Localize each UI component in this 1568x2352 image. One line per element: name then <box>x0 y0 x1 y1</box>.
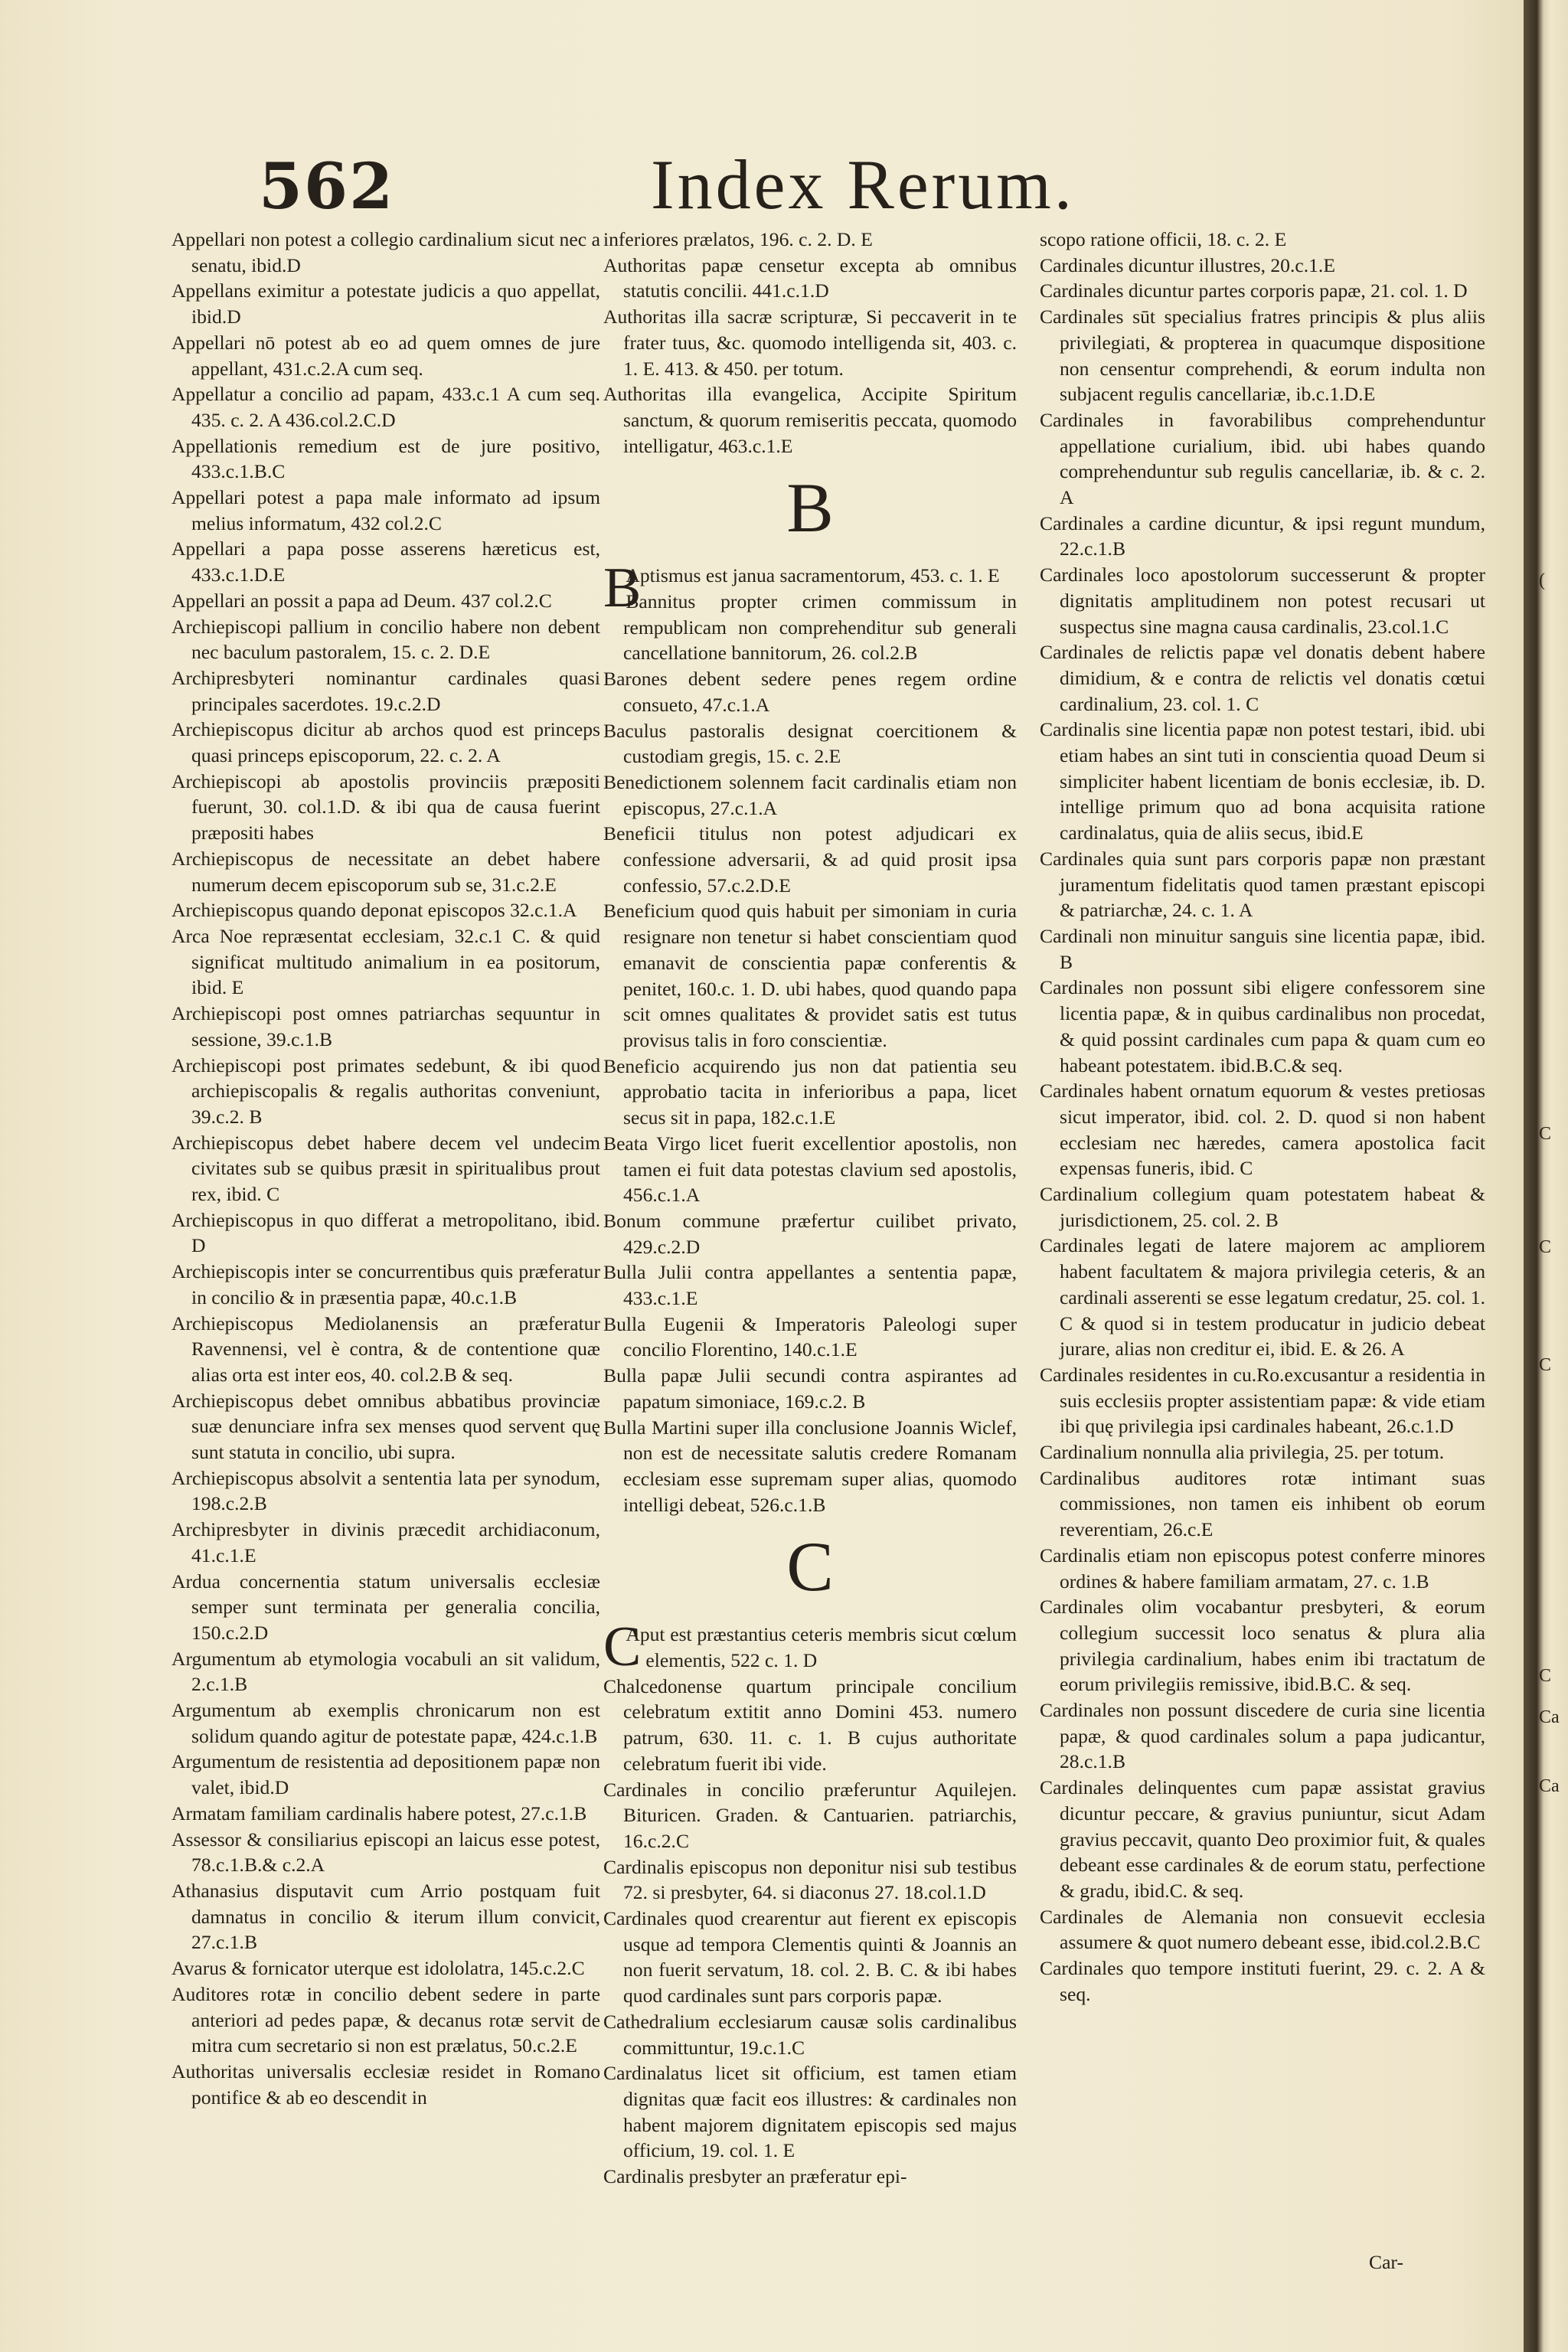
index-entry: Cardinales quod crearentur aut fierent ex episcopis usque ad tempora Clementis quinti & Joannis an non fuerit servatum, 18. col. 2. B. C. & ibi habes quod cardinales sunt pars corporis papæ. <box>603 1907 1017 2007</box>
index-entry: Archiepiscopus debet habere decem vel undecim civitates sub se quibus præsit in spiritualibus prout rex, ibid. C <box>172 1131 600 1206</box>
index-entry: Appellari a papa posse asserens hæreticus est, 433.c.1.D.E <box>172 537 600 586</box>
index-entry: Beneficio acquirendo jus non dat patientia seu approbatio tacita in inferioribus a papa, licet secus sit in papa, 182.c.1.E <box>603 1054 1017 1129</box>
index-entry: Authoritas papæ censetur excepta ab omnibus statutis concilii. 441.c.1.D <box>603 253 1017 302</box>
index-entry: Archiepiscopis inter se concurrentibus quis præferatur in concilio & in præsentia papæ, 40.c.1.B <box>172 1260 600 1308</box>
index-entry: Cardinalis sine licentia papæ non potest testari, ibid. ubi etiam habes an sint tuti in conscientia quoad Deum si simpliciter habent licentiam de bonis ecclesiæ, ib. D. intellige primum quo ad bona acquisita ratione cardinalatus, quia de aliis secus, ibid.E <box>1040 718 1485 844</box>
index-entry: Cardinales in favorabilibus comprehenduntur appellatione curialium, ibid. ubi habes quando comprehenduntur sub regulis cancellariæ, ib. & c. 2. A <box>1040 408 1485 509</box>
index-entry: Beata Virgo licet fuerit excellentior apostolis, non tamen ei fuit data potestas clavium sed apostolis, 456.c.1.A <box>603 1132 1017 1207</box>
index-entry: Archiepiscopi ab apostolis provinciis præpositi fuerunt, 30. col.1.D. & ibi qua de causa fuerint præpositi habes <box>172 769 600 844</box>
index-entry: Cardinales habent ornatum equorum & vestes pretiosas sicut imperator, ibid. col. 2. D. quod si non habent ecclesiam nec hæredes, camera apostolica facit expensas funeris, ibid. C <box>1040 1080 1485 1180</box>
index-entry: Appellans eximitur a potestate judicis a quo appellat, ibid.D <box>172 279 600 328</box>
index-entry: Archipresbyter in divinis præcedit archidiaconum, 41.c.1.E <box>172 1518 600 1566</box>
section-letter-b: B <box>786 469 834 547</box>
index-entry: Chalcedonense quartum principale concilium celebratum extitit anno Domini 453. numero patrum, 630. 11. c. 1. B cujus authoritate celebratum fuerit ibi vide. <box>603 1674 1017 1775</box>
index-entry: Appellari nō potest ab eo ad quem omnes de jure appellant, 431.c.2.A cum seq. <box>172 331 600 380</box>
index-entry: Cardinales loco apostolorum successerunt & propter dignitatis amplitudinem non potest recusari ut suspectus sine magna causa cardinalis, 23.col.1.C <box>1040 564 1485 638</box>
index-entry: Beneficii titulus non potest adjudicari ex confessione adversarii, & ad quid prosit ipsa confessio, 57.c.2.D.E <box>603 822 1017 897</box>
section-b-entries <box>603 557 1017 1517</box>
index-entry: Cardinales legati de latere majorem ac ampliorem habent facultatem & majora privilegia ceteris, & an cardinali asserenti se esse legatum credatur, 25. col. 1. C & quod si in testem producatur in judicio debeat jurare, alias non creditur ei, ibid. E. & 26. A <box>1040 1234 1485 1361</box>
index-entry: Argumentum ab etymologia vocabuli an sit validum, 2.c.1.B <box>172 1647 600 1696</box>
edge-fragment: C <box>1539 1355 1552 1375</box>
index-entry: Appellatur a concilio ad papam, 433.c.1 A cum seq. 435. c. 2. A 436.col.2.C.D <box>172 383 600 431</box>
index-entry: Cardinalium collegium quam potestatem habeat & jurisdictionem, 25. col. 2. B <box>1040 1183 1485 1231</box>
index-entry: scopo ratione officii, 18. c. 2. E <box>1040 228 1287 250</box>
index-entry: Cardinalis presbyter an præferatur epi- <box>603 2165 907 2188</box>
index-entry: Ardua concernentia statum universalis ecclesiæ semper sunt terminata per generalia concilia, 150.c.2.D <box>172 1570 600 1644</box>
index-entry: BAptismus est janua sacramentorum, 453. c. 1. E <box>603 557 1000 620</box>
edge-fragment: C <box>1539 1124 1552 1144</box>
column2-continuation <box>603 227 1017 459</box>
index-entry: Cathedralium ecclesiarum causæ solis cardinalibus committuntur, 19.c.1.C <box>603 2010 1017 2059</box>
index-entry: Cardinales quia sunt pars corporis papæ non præstant juramentum fidelitatis quod tamen præstant episcopi & patriarchæ, 24. c. 1. A <box>1040 847 1485 922</box>
section-letter-c: C <box>786 1527 834 1606</box>
edge-fragment: Ca <box>1539 1776 1560 1796</box>
index-entry: Cardinales non possunt discedere de curia sine licentia papæ, & quod cardinales solum a papa judicantur, 28.c.1.B <box>1040 1699 1485 1773</box>
index-entry: Cardinales quo tempore instituti fuerint, 29. c. 2. A & seq. <box>1040 1957 1485 2005</box>
page-number: 562 <box>259 150 395 224</box>
index-column-3 <box>1040 227 1485 2007</box>
index-entry: Cardinales non possunt sibi eligere confessorem sine licentia papæ, & in quibus cardinalibus non procedat, & quid possint cardinales cum papa & quam cum eo habeant potestatem. ibid.B.C.& seq. <box>1040 976 1485 1076</box>
index-entry: Cardinalibus auditores rotæ intimant suas commissiones, non tamen eis inhibent ob eorum reverentiam, 26.c.E <box>1040 1466 1485 1541</box>
index-entry: Archiepiscopus de necessitate an debet habere numerum decem episcoporum sub se, 31.c.2.E <box>172 847 600 896</box>
index-entry: Authoritas illa evangelica, Accipite Spiritum sanctum, & quorum remiseritis peccata, quomodo intelligatur, 463.c.1.E <box>603 383 1017 457</box>
index-column-1 <box>172 227 600 2110</box>
index-entry: Bulla papæ Julii secundi contra aspirantes ad papatum simoniace, 169.c.2. B <box>603 1364 1017 1413</box>
index-entry: Cardinales residentes in cu.Ro.excusantur a residentia in suis ecclesiis propter assistentiam papæ: & vide etiam ibi quę privilegia ipsi cardinales habeant, 26.c.1.D <box>1040 1363 1485 1438</box>
index-entry: Bulla Eugenii & Imperatoris Paleologi super concilio Florentino, 140.c.1.E <box>603 1312 1017 1361</box>
index-entry: Cardinales olim vocabantur presbyteri, & eorum collegium successit loco senatus & plura alia privilegia cardinalium, habes enim ibi tractatum de eorum privilegiis remissive, ibid.B.C. & seq. <box>1040 1596 1485 1696</box>
index-entry: inferiores prælatos, 196. c. 2. D. E <box>603 228 873 250</box>
edge-fragment: C <box>1539 1237 1552 1257</box>
index-entry: Cardinalatus licet sit officium, est tamen etiam dignitas quæ facit eos illustres: & cardinales non habent majorem dignitatem episcopis sed majus officium, 19. col. 1. E <box>603 2062 1017 2162</box>
index-entry: Appellari an possit a papa ad Deum. 437 col.2.C <box>172 589 552 612</box>
index-entry: Athanasius disputavit cum Arrio postquam fuit damnatus in concilio & iterum illum convicit, 27.c.1.B <box>172 1880 600 1954</box>
index-entry: Archiepiscopus absolvit a sententia lata per synodum, 198.c.2.B <box>172 1466 600 1515</box>
index-entry: Beneficium quod quis habuit per simoniam in curia resignare non tenetur si habet conscientiam quod emanavit de conscientia papæ conferentis & penitet, 160.c. 1. D. ubi habes, quod quando papa scit omnes qualitates & providet satis est tutus provisus talis in foro conscientiæ. <box>603 900 1017 1051</box>
index-column-2 <box>603 227 1017 2190</box>
index-entry: Baculus pastoralis designat coercitionem & custodiam gregis, 15. c. 2.E <box>603 719 1017 768</box>
index-entry: Cardinales dicuntur illustres, 20.c.1.E <box>1040 253 1335 276</box>
index-entry: Avarus & fornicator uterque est idololatra, 145.c.2.C <box>172 1957 585 1980</box>
index-entry: Cardinales a cardine dicuntur, & ipsi regunt mundum, 22.c.1.B <box>1040 511 1485 560</box>
index-entry: Cardinalis etiam non episcopus potest conferre minores ordines & habere familiam armatam, 27. c. 1.B <box>1040 1544 1485 1592</box>
index-entry: Barones debent sedere penes regem ordine consueto, 47.c.1.A <box>603 668 1017 716</box>
index-entry: Authoritas illa sacræ scripturæ, Si peccaverit in te frater tuus, &c. quomodo intelligenda sit, 403. c. 1. E. 413. & 450. per totum. <box>603 305 1017 380</box>
index-entry: Argumentum ab exemplis chronicarum non est solidum quando agitur de potestate papæ, 424.c.1.B <box>172 1699 600 1747</box>
section-c-entries <box>603 1615 1017 2189</box>
index-entry: Cardinales dicuntur partes corporis papæ, 21. col. 1. D <box>1040 279 1468 302</box>
index-entry: Cardinales delinquentes cum papæ assistat gravius dicuntur peccare, & gravius puniuntur, sicut Adam gravius peccavit, quanto Deo proximior fuit, & quales debeant esse cardinales & de eorum statu, perfectione & gradu, ibid.C. & seq. <box>1040 1776 1485 1902</box>
index-entry: Assessor & consiliarius episcopi an laicus esse potest, 78.c.1.B.& c.2.A <box>172 1828 600 1877</box>
index-entry: Archiepiscopus debet omnibus abbatibus provinciæ suæ denunciare infra sex menses quod servent quę sunt statuta in concilio, ubi supra. <box>172 1389 600 1464</box>
index-entry: Cardinalis episcopus non deponitur nisi sub testibus 72. si presbyter, 64. si diaconus 27. 18.col.1.D <box>603 1855 1017 1904</box>
index-entry: Cardinales sūt specialius fratres principis & plus aliis privilegiati, & propterea in quacumque dispositione non censentur comprehendi, & eorum indulta non subjacent regulis cancellariæ, ib.c.1.D.E <box>1040 305 1485 406</box>
index-entry: Archiepiscopus quando deponat episcopos 32.c.1.A <box>172 899 577 922</box>
index-entry: CAput est præstantius ceteris membris sicut cœlum elementis, 522 c. 1. D <box>603 1615 1017 1679</box>
index-entry: Bulla Julii contra appellantes a sententia papæ, 433.c.1.E <box>603 1261 1017 1310</box>
index-entry: Archiepiscopus Mediolanensis an præferatur Ravennensi, vel è contra, & de contentione quæ alias orta est inter eos, 40. col.2.B & seq. <box>172 1312 600 1386</box>
index-entry: Appellari non potest a collegio cardinalium sicut nec a senatu, ibid.D <box>172 228 600 276</box>
index-entry: Argumentum de resistentia ad depositionem papæ non valet, ibid.D <box>172 1750 600 1799</box>
index-entry: Armatam familiam cardinalis habere potest, 27.c.1.B <box>172 1802 587 1824</box>
index-entry: Archiepiscopi pallium in concilio habere non debent nec baculum pastoralem, 15. c. 2. D.E <box>172 615 600 664</box>
index-entry: Auditores rotæ in concilio debent sedere in parte anteriori ad pedes papæ, & decanus rotæ servit de mitra cum secretario si non est prælatus, 50.c.2.E <box>172 1982 600 2057</box>
index-entry: Cardinali non minuitur sanguis sine licentia papæ, ibid. B <box>1040 924 1485 973</box>
index-entry: Benedictionem solennem facit cardinalis etiam non episcopus, 27.c.1.A <box>603 770 1017 819</box>
next-page-edge-fragments <box>1539 0 1562 2352</box>
index-entry: Bulla Martini super illa conclusione Joannis Wiclef, non est de necessitate salutis credere Romanam ecclesiam esse supremam super alias, quomodo intelligi debeat, 526.c.1.B <box>603 1416 1017 1516</box>
edge-fragment: Ca <box>1539 1707 1560 1727</box>
index-entry: Cardinales de Alemania non consuevit ecclesia assumere & quot numero debeant esse, ibid.col.2.B.C <box>1040 1905 1485 1954</box>
edge-fragment: ( <box>1539 570 1545 590</box>
index-entry: Authoritas universalis ecclesiæ residet in Romano pontifice & ab eo descendit in <box>172 2060 600 2109</box>
index-entry: Appellari potest a papa male informato ad ipsum melius informatum, 432 col.2.C <box>172 486 600 534</box>
index-entry: Archiepiscopus dicitur ab archos quod est princeps quasi princeps episcoporum, 22. c. 2. A <box>172 718 600 767</box>
index-entry: Appellationis remedium est de jure positivo, 433.c.1.B.C <box>172 434 600 483</box>
edge-fragment: C <box>1539 1666 1552 1686</box>
page-title: Index Rerum. <box>651 145 1075 224</box>
index-entry: Arca Noe repræsentat ecclesiam, 32.c.1 C. & quid significat multitudo animalium in ea positorum, ibid. E <box>172 924 600 999</box>
index-entry: Cardinales in concilio præferuntur Aquilejen. Bituricen. Graden. & Cantuarien. patriarchis, 16.c.2.C <box>603 1778 1017 1852</box>
index-entry: Bannitus propter crimen commissum in rempublicam non comprehenditur sub generali cancellatione bannitorum, 26. col.2.B <box>623 590 1017 665</box>
index-entry: Archiepiscopus in quo differat a metropolitano, ibid. D <box>172 1208 600 1257</box>
index-entry: Archiepiscopi post omnes patriarchas sequuntur in sessione, 39.c.1.B <box>172 1002 600 1050</box>
index-entry: Archiepiscopi post primates sedebunt, & ibi quod archiepiscopalis & regalis authoritas conveniunt, 39.c.2. B <box>172 1054 600 1128</box>
index-entry: Cardinalium nonnulla alia privilegia, 25. per totum. <box>1040 1441 1445 1464</box>
index-entry: Archipresbyteri nominantur cardinales quasi principales sacerdotes. 19.c.2.D <box>172 666 600 715</box>
index-entry: Cardinales de relictis papæ vel donatis debent habere dimidium, & e contra de relictis vel donatis cœtui cardinalium, 23. col. 1. C <box>1040 641 1485 715</box>
catchword: Car- <box>1369 2251 1403 2273</box>
index-entry: Bonum commune præfertur cuilibet privato, 429.c.2.D <box>603 1209 1017 1258</box>
